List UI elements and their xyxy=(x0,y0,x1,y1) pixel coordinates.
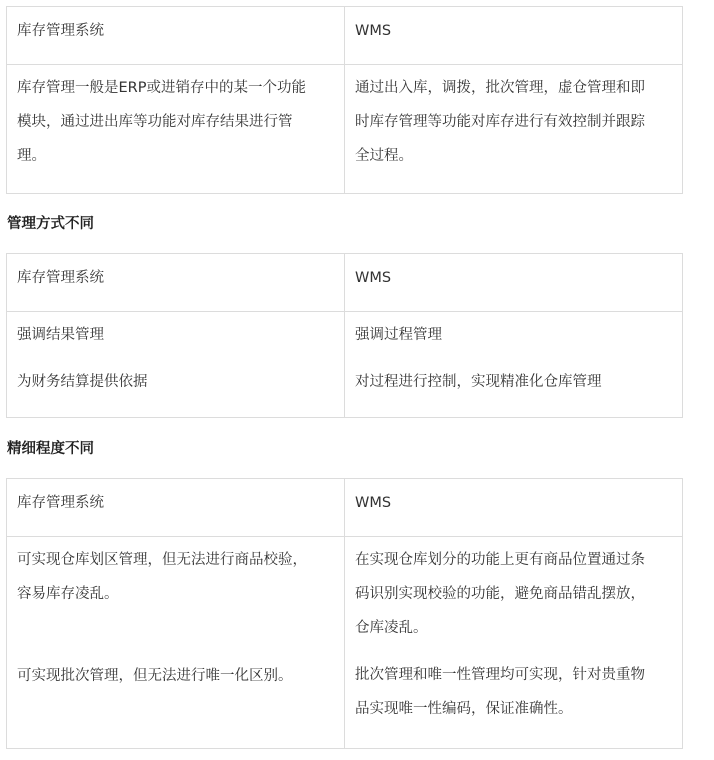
header-cell-inventory-system xyxy=(7,7,345,65)
header-label: 库存管理系统 xyxy=(17,23,104,39)
text-line: 理。 xyxy=(17,148,46,164)
comparison-table-granularity xyxy=(6,478,683,749)
text-line: 对过程进行控制，实现精准化仓库管理 xyxy=(355,374,602,390)
table-row xyxy=(7,537,683,749)
header-label: 库存管理系统 xyxy=(17,270,104,286)
text-line: 可实现仓库划区管理，但无法进行商品校验， xyxy=(17,552,307,568)
text-line: 强调过程管理 xyxy=(355,327,442,343)
text-line: 强调结果管理 xyxy=(17,327,104,343)
cell-inventory-system-granularity xyxy=(7,537,345,749)
header-cell-wms xyxy=(345,7,683,65)
header-cell-wms xyxy=(345,479,683,537)
text-line: 时库存管理等功能对库存进行有效控制并跟踪 xyxy=(355,114,645,130)
table-row xyxy=(7,65,683,194)
header-cell-inventory-system xyxy=(7,479,345,537)
text-line: 模块，通过进出库等功能对库存结果进行管 xyxy=(17,114,293,130)
cell-wms-approach xyxy=(345,312,683,418)
text-line: 批次管理和唯一性管理均可实现，针对贵重物 xyxy=(355,667,645,683)
table-header-row xyxy=(7,7,683,65)
text-line: 全过程。 xyxy=(355,148,413,164)
text-line: 通过出入库，调拨，批次管理，虚仓管理和即 xyxy=(355,80,645,96)
header-label: 库存管理系统 xyxy=(17,495,104,511)
cell-inventory-system-approach xyxy=(7,312,345,418)
cell-wms-description xyxy=(345,65,683,194)
comparison-table-management-approach xyxy=(6,253,683,418)
comparison-table-overview xyxy=(6,6,683,194)
table-row xyxy=(7,312,683,418)
cell-inventory-system-description xyxy=(7,65,345,194)
text-line: 码识别实现校验的功能，避免商品错乱摆放， xyxy=(355,586,645,602)
header-label: WMS xyxy=(355,270,392,286)
header-cell-wms xyxy=(345,254,683,312)
header-label: WMS xyxy=(355,23,392,39)
section-heading-granularity: 精细程度不同 xyxy=(7,441,94,457)
text-line: 为财务结算提供依据 xyxy=(17,374,148,390)
table-header-row xyxy=(7,254,683,312)
table-header-row xyxy=(7,479,683,537)
section-heading-management-approach: 管理方式不同 xyxy=(7,216,94,232)
header-cell-inventory-system xyxy=(7,254,345,312)
text-line: 仓库凌乱。 xyxy=(355,620,428,636)
text-line: 品实现唯一性编码，保证准确性。 xyxy=(355,701,573,717)
text-line: 容易库存凌乱。 xyxy=(17,586,119,602)
cell-wms-granularity xyxy=(345,537,683,749)
text-line: 在实现仓库划分的功能上更有商品位置通过条 xyxy=(355,552,645,568)
text-line: 库存管理一般是ERP或进销存中的某一个功能 xyxy=(17,80,306,96)
text-line: 可实现批次管理，但无法进行唯一化区别。 xyxy=(17,668,293,684)
header-label: WMS xyxy=(355,495,392,511)
